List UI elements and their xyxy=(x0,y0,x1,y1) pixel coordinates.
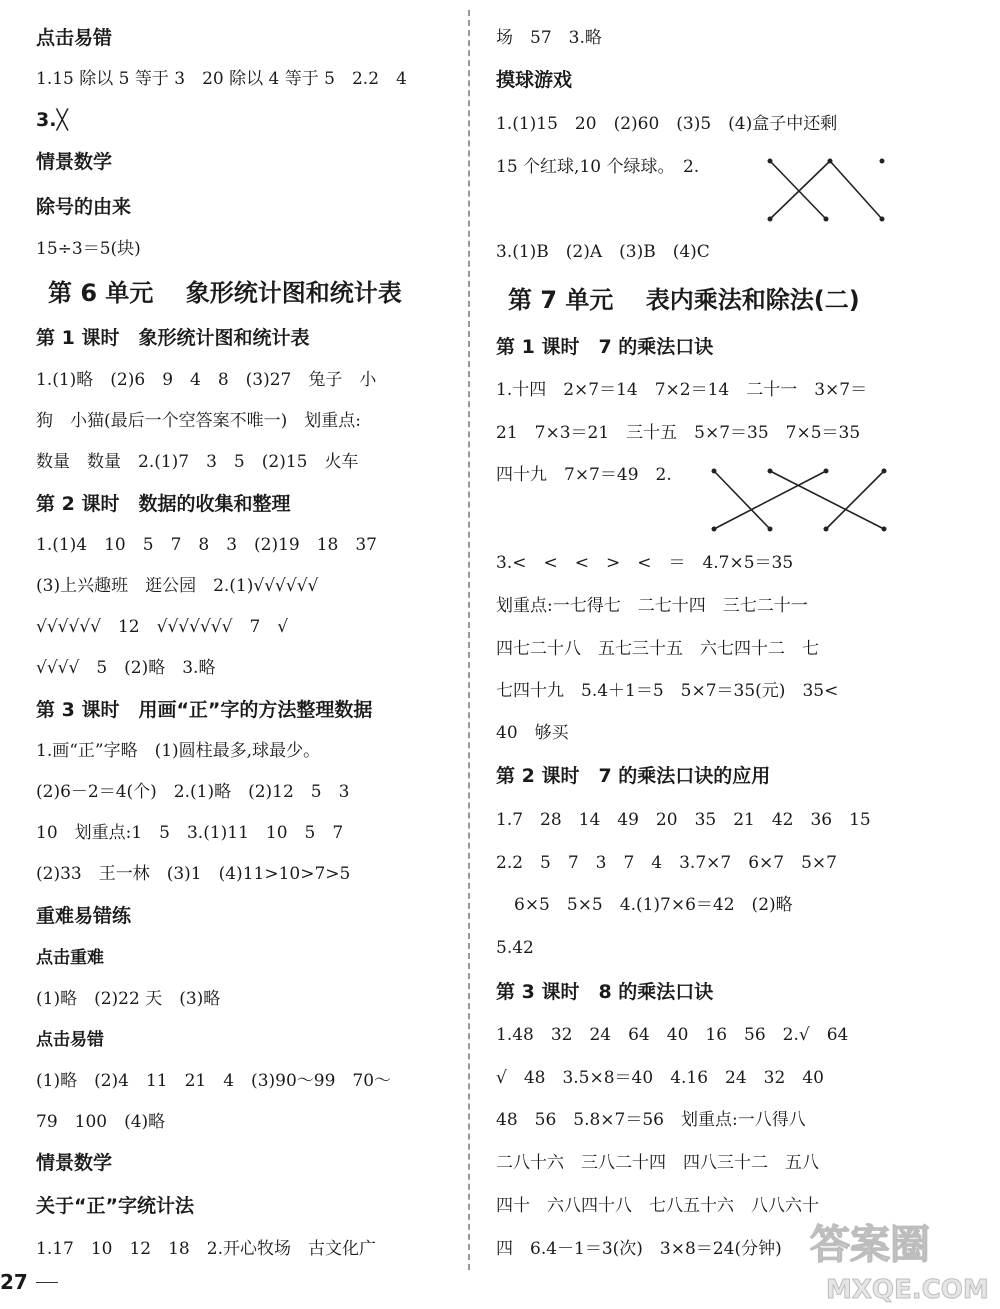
watermark-sub: MXQE.COM xyxy=(826,1275,989,1305)
answer-line: (1)略 (2)4 11 21 4 (3)90～99 70～ xyxy=(36,1071,392,1091)
answer-line: 1.(1)15 20 (2)60 (3)5 (4)盒子中还剩 xyxy=(496,114,838,134)
section-heading: 重难易错练 xyxy=(36,905,132,927)
unit-heading: 第 7 单元 表内乘法和除法(二) xyxy=(508,286,860,314)
answer-line: 四七二十八 五七三十五 六七四十二 七 xyxy=(496,639,819,659)
lesson-heading: 第 3 课时 8 的乘法口诀 xyxy=(496,981,714,1003)
column-divider xyxy=(468,10,470,1270)
answer-line: 1.7 28 14 49 20 35 21 42 36 15 xyxy=(496,810,871,830)
section-heading: 摸球游戏 xyxy=(496,69,573,91)
page-number: 27 xyxy=(0,1270,28,1294)
answer-line: 48 56 5.8×7＝56 划重点:一八得八 xyxy=(496,1110,806,1130)
answer-line: 1.48 32 24 64 40 16 56 2.√ 64 xyxy=(496,1025,849,1045)
answer-line: 1.17 10 12 18 2.开心牧场 古文化广 xyxy=(36,1239,376,1259)
answer-line: 四 6.4－1＝3(次) 3×8＝24(分钟) xyxy=(496,1239,782,1259)
answer-line: 3.╳ xyxy=(36,109,68,131)
subheading: 点击重难 xyxy=(36,948,104,968)
answer-line: 15 个红球,10 个绿球。 2. xyxy=(496,157,700,177)
answer-line: 40 够买 xyxy=(496,723,569,743)
lesson-heading: 第 3 课时 用画“正”字的方法整理数据 xyxy=(36,699,373,721)
answer-line: 七四十九 5.4＋1＝5 5×7＝35(元) 35< xyxy=(496,681,839,701)
answer-line: 数量 数量 2.(1)7 3 5 (2)15 火车 xyxy=(36,452,359,472)
subheading: 点击易错 xyxy=(36,1030,104,1050)
section-heading: 关于“正”字统计法 xyxy=(36,1195,194,1217)
answer-line: 3.< < < > < ＝ 4.7×5＝35 xyxy=(496,553,794,573)
matching-lines-diagram-1 xyxy=(760,155,890,225)
section-heading: 情景数学 xyxy=(36,151,113,173)
answer-line: 10 划重点:1 5 3.(1)11 10 5 7 xyxy=(36,823,344,843)
page-number-rule xyxy=(36,1282,58,1283)
watermark-logo xyxy=(806,1206,991,1306)
answer-line: 1.十四 2×7＝14 7×2＝14 二十一 3×7＝ xyxy=(496,380,868,400)
answer-line: 5.42 xyxy=(496,938,534,958)
answer-line: 21 7×3＝21 三十五 5×7＝35 7×5＝35 xyxy=(496,423,861,443)
answer-line: (3)上兴趣班 逛公园 2.(1)√√√√√√ xyxy=(36,576,319,596)
lesson-heading: 第 1 课时 7 的乘法口诀 xyxy=(496,336,714,358)
answer-line: 3.(1)B (2)A (3)B (4)C xyxy=(496,242,710,262)
answer-line: √√√√√√ 12 √√√√√√√ 7 √ xyxy=(36,617,289,637)
answer-line: √√√√ 5 (2)略 3.略 xyxy=(36,658,216,678)
answer-line: 1.(1)略 (2)6 9 4 8 (3)27 兔子 小 xyxy=(36,370,377,390)
unit-heading: 第 6 单元 象形统计图和统计表 xyxy=(48,279,402,307)
answer-line: (2)6－2＝4(个) 2.(1)略 (2)12 5 3 xyxy=(36,782,350,802)
matching-lines-diagram-2 xyxy=(704,465,894,535)
section-heading: 情景数学 xyxy=(36,1152,113,1174)
answer-line: (1)略 (2)22 天 (3)略 xyxy=(36,989,221,1009)
answer-line: 1.15 除以 5 等于 3 20 除以 4 等于 5 2.2 4 xyxy=(36,69,407,89)
subheading: 点击易错 xyxy=(36,27,113,49)
answer-line: 15÷3＝5(块) xyxy=(36,239,141,259)
lesson-heading: 第 1 课时 象形统计图和统计表 xyxy=(36,327,310,349)
answer-line: 6×5 5×5 4.(1)7×6＝42 (2)略 xyxy=(514,895,793,915)
answer-line: 二八十六 三八二十四 四八三十二 五八 xyxy=(496,1153,819,1173)
answer-line: 场 57 3.略 xyxy=(496,28,602,48)
answer-line: √ 48 3.5×8＝40 4.16 24 32 40 xyxy=(496,1068,824,1088)
answer-line: 划重点:一七得七 二七十四 三七二十一 xyxy=(496,596,808,616)
answer-line: 2.2 5 7 3 7 4 3.7×7 6×7 5×7 xyxy=(496,853,837,873)
section-heading: 除号的由来 xyxy=(36,196,132,218)
answer-line: 四十 六八四十八 七八五十六 八八六十 xyxy=(496,1196,819,1216)
lesson-heading: 第 2 课时 数据的收集和整理 xyxy=(36,493,291,515)
answer-line: 1.画“正”字略 (1)圆柱最多,球最少。 xyxy=(36,741,321,761)
answer-line: 狗 小猫(最后一个空答案不唯一) 划重点: xyxy=(36,411,361,431)
answer-line: 四十九 7×7＝49 2. xyxy=(496,465,672,485)
lesson-heading: 第 2 课时 7 的乘法口诀的应用 xyxy=(496,765,771,787)
watermark-main: 答案圈 xyxy=(810,1222,930,1268)
answer-line: 79 100 (4)略 xyxy=(36,1112,166,1132)
answer-line: (2)33 王一林 (3)1 (4)11>10>7>5 xyxy=(36,864,351,884)
answer-line: 1.(1)4 10 5 7 8 3 (2)19 18 37 xyxy=(36,535,377,555)
